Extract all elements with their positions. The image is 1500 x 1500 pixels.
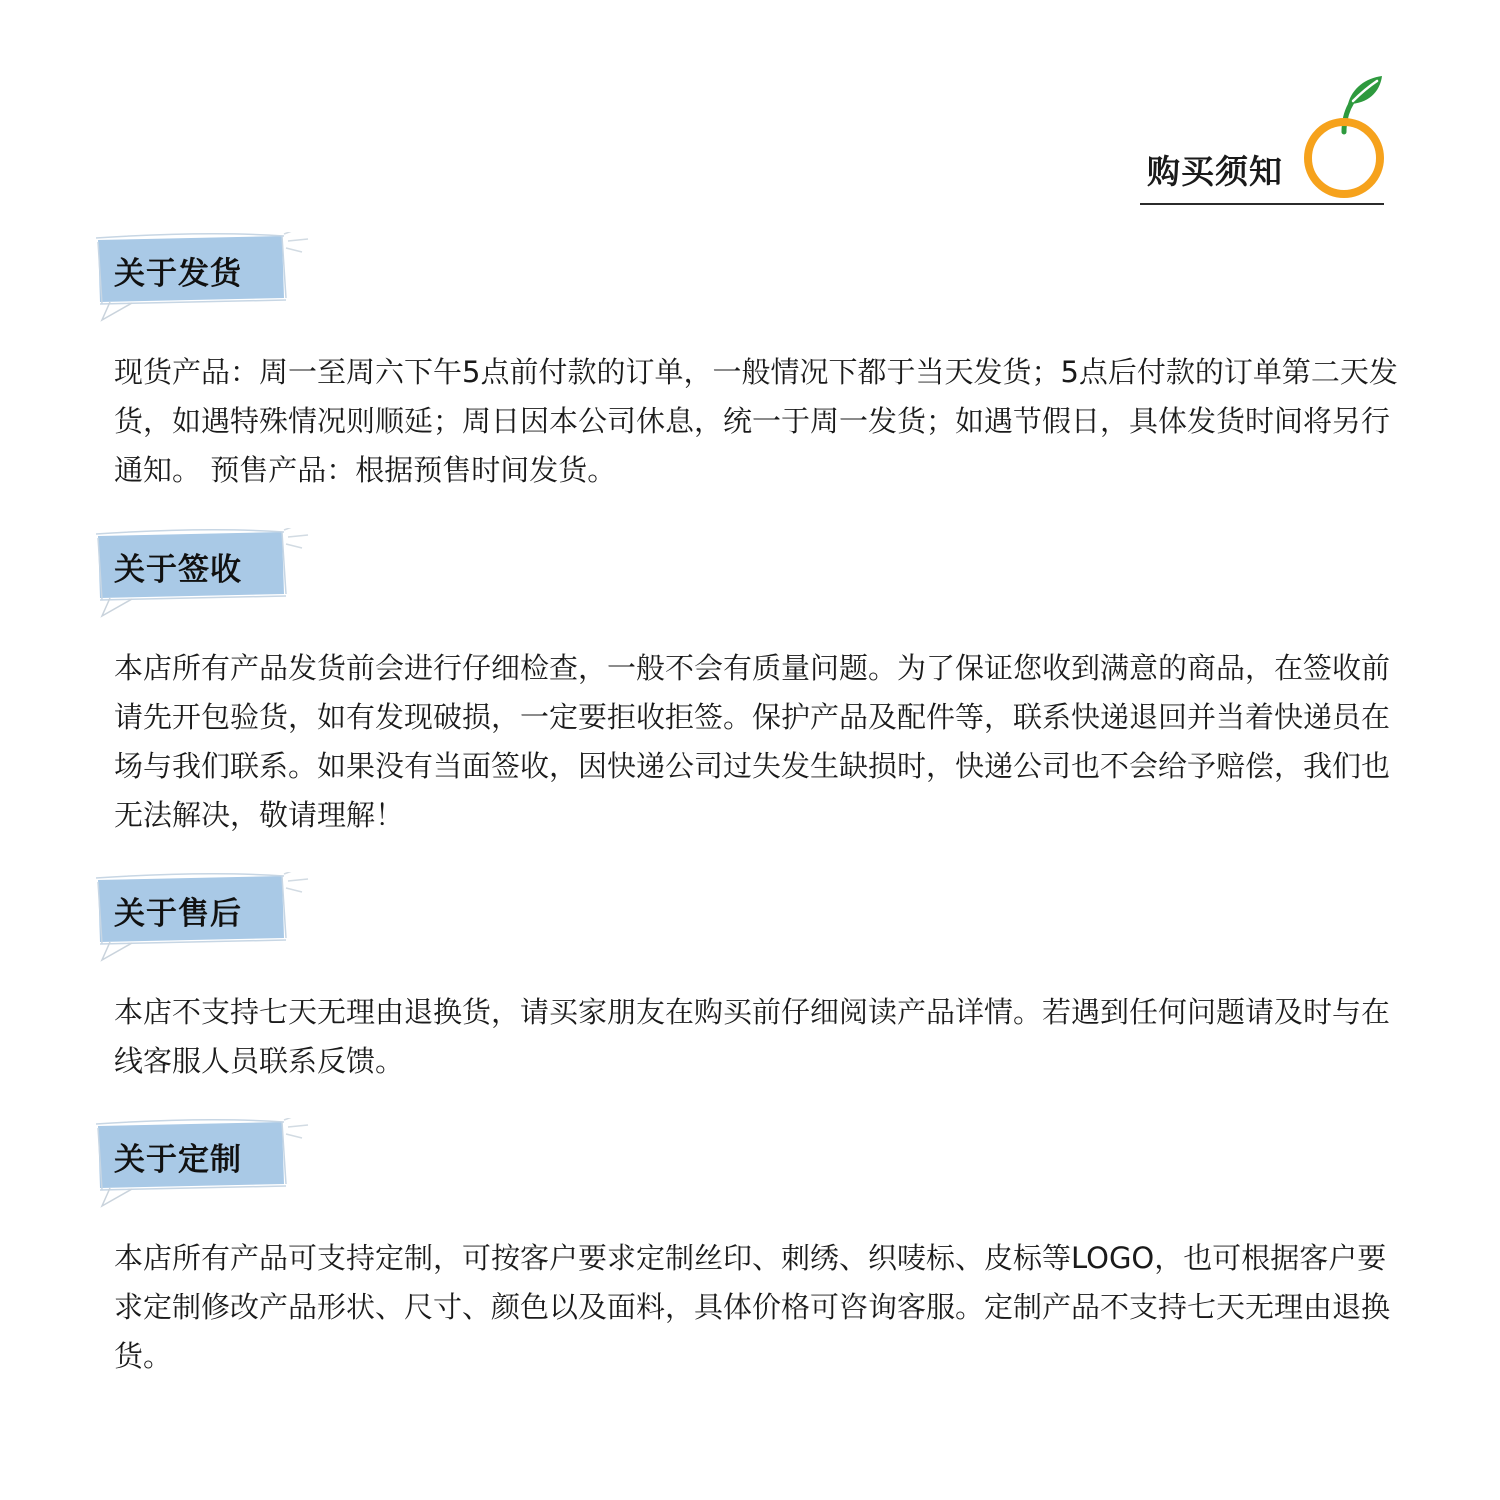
section-body: 本店不支持七天无理由退换货，请买家朋友在购买前仔细阅读产品详情。若遇到任何问题请及时与在线客服人员联系反馈。 xyxy=(114,995,1391,1078)
section-tag xyxy=(96,528,316,620)
section-tag xyxy=(96,232,316,324)
section-title: 关于定制 xyxy=(114,1142,242,1178)
section-body: 本店所有产品可支持定制，可按客户要求定制丝印、刺绣、织唛标、皮标等LOGO，也可根据客户要求定制修改产品形状、尺寸、颜色以及面料，具体价格可咨询客服。定制产品不支持七天无理由退换货。 xyxy=(114,1241,1391,1373)
section-title: 关于售后 xyxy=(114,896,242,932)
section-body: 现货产品：周一至周六下午5点前付款的订单，一般情况下都于当天发货；5点后付款的订单第二天发货，如遇特殊情况则顺延；周日因本公司休息，统一于周一发货；如遇节假日，具体发货时间将另行通知。 预售产品：根据预售时间发货。 xyxy=(114,355,1398,487)
section-customization xyxy=(96,1118,1426,1373)
section-tag xyxy=(96,1118,316,1210)
page-title: 购买须知 xyxy=(1147,152,1283,191)
section-body: 本店所有产品发货前会进行仔细检查，一般不会有质量问题。为了保证您收到满意的商品，在签收前请先开包验货，如有发现破损，一定要拒收拒签。保护产品及配件等，联系快递退回并当着快递员在场与我们联系。如果没有当面签收，因快递公司过失发生缺损时，快递公司也不会给予赔偿，我们也无法解决，敬请理解！ xyxy=(114,651,1391,832)
section-shipping xyxy=(96,232,1426,487)
section-aftersales xyxy=(96,872,1426,1078)
section-title: 关于签收 xyxy=(114,552,242,588)
section-title: 关于发货 xyxy=(114,256,242,292)
header-underline xyxy=(1140,203,1384,205)
orange-fruit-icon xyxy=(1300,70,1390,200)
section-tag xyxy=(96,872,316,964)
section-receipt xyxy=(96,528,1426,832)
page-header xyxy=(1140,70,1384,206)
